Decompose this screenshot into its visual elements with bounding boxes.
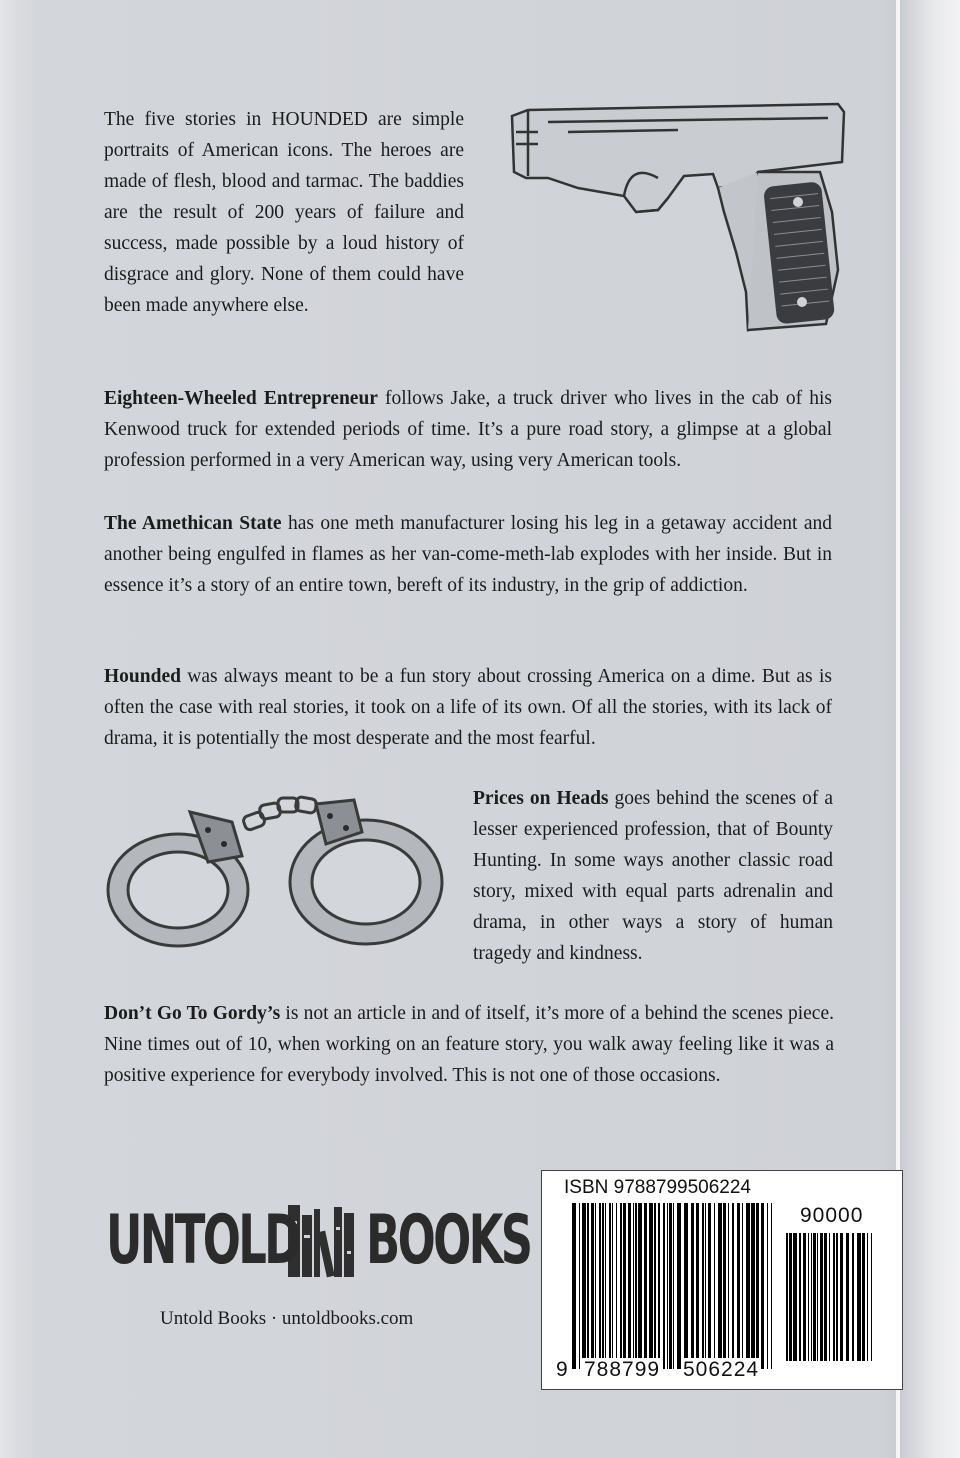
- barcode-bar: [702, 1203, 704, 1369]
- barcode-bar: [595, 1203, 596, 1369]
- barcode-bar: [714, 1203, 715, 1369]
- barcode-bar: [786, 1233, 788, 1361]
- isbn-label: ISBN 9788799506224: [564, 1177, 751, 1198]
- story-text: goes behind the scenes of a lesser experienced profession, that of Bounty Hunting. In some ways another classic road story, mixed with equal parts adrenalin and drama, in other ways a story of human tragedy and kindness.: [473, 788, 834, 964]
- barcode-bar: [628, 1203, 631, 1369]
- barcode-bar: [846, 1233, 849, 1361]
- logo-word-right: BOOKS: [366, 1201, 531, 1280]
- barcode-bar: [620, 1203, 622, 1369]
- barcode-bar: [623, 1203, 626, 1369]
- barcode-bar: [649, 1203, 653, 1369]
- barcode-bar: [808, 1233, 809, 1361]
- barcode-bar: [836, 1233, 838, 1361]
- barcode-bar: [663, 1203, 665, 1369]
- barcode-bar: [605, 1203, 606, 1369]
- intro-paragraph: The five stories in HOUNDED are simple portraits of American icons. The heroes are made of flesh, blood and tarmac. The baddies are the result of 200 years of failure and success, made possible by a loud history of disgrace and glory. None of them could have been made anywhere else.: [104, 109, 464, 316]
- barcode-bar: [803, 1233, 806, 1361]
- barcode-bar: [644, 1203, 647, 1369]
- barcode-digits-right: 506224: [683, 1358, 760, 1381]
- barcode-bar: [599, 1203, 601, 1369]
- isbn-barcode: [541, 1170, 903, 1390]
- barcode-bar: [667, 1203, 668, 1369]
- barcode-bar: [718, 1203, 722, 1369]
- barcode-bar: [857, 1233, 861, 1361]
- barcode-bar: [746, 1203, 750, 1369]
- story-text: has one meth manufacturer losing his leg in a getaway accident and another being engulfed in flames as her van-come-meth-lab explodes with her inside. But in essence it’s a story of an entire town, bereft of its industry, in the grip of addiction.: [104, 513, 832, 596]
- barcode-bar: [677, 1203, 681, 1369]
- barcode-bar: [609, 1203, 611, 1369]
- barcode-bar: [602, 1203, 604, 1369]
- barcode-digit-first: 9: [556, 1358, 568, 1381]
- barcode-bar: [658, 1203, 660, 1369]
- barcode-bar: [696, 1203, 699, 1369]
- barcode-bar: [654, 1203, 656, 1369]
- barcode-bar: [751, 1203, 755, 1369]
- barcode-bar: [793, 1233, 797, 1361]
- barcode-bar: [633, 1203, 634, 1369]
- barcode-bar: [737, 1203, 740, 1369]
- barcode-digits-left: 788799: [584, 1358, 661, 1381]
- barcode-bar: [728, 1203, 729, 1369]
- story-title: Hounded: [104, 666, 181, 687]
- logo-books-wrap: [366, 1201, 531, 1280]
- barcode-bar: [813, 1233, 816, 1361]
- story-title: The Amethican State: [104, 513, 282, 534]
- barcode-bar: [852, 1233, 854, 1361]
- publisher-footer: Untold Books · untoldbooks.com: [160, 1308, 414, 1329]
- story-text: was always meant to be a fun story about crossing America on a dime. But as is often the case with real stories, it took on a life of its own. Of all the stories, with its lack of drama, it is potentially the most desperate and the most fearful.: [104, 666, 832, 749]
- logo-word-left: UNTOLD: [106, 1201, 299, 1280]
- story-meth-paragraph: [104, 508, 832, 601]
- barcode-bar: [817, 1233, 818, 1361]
- barcode-bar: [820, 1233, 823, 1361]
- barcode-bar: [789, 1233, 792, 1361]
- story-text: follows Jake, a truck driver who lives in the cab of his Kenwood truck for extended periods of time. It’s a pure road story, a glimpse at a global profession performed in a very American way, using very American tools.: [104, 388, 832, 471]
- barcode-bar: [635, 1203, 637, 1369]
- barcode-bar: [691, 1203, 694, 1369]
- barcode-bar: [705, 1203, 706, 1369]
- barcode-bar: [840, 1233, 843, 1361]
- story-gordy-paragraph: [104, 998, 834, 1091]
- story-text: is not an article in and of itself, it’s more of a behind the scenes piece. Nine times out of 10, when working on an feature story, you walk away feeling like it was a positive experience for everybody involved. This is not one of those occasions.: [104, 1003, 834, 1086]
- barcode-bar: [579, 1203, 580, 1369]
- barcode-bar: [824, 1233, 827, 1361]
- barcode-bar: [829, 1233, 830, 1361]
- story-bounty-paragraph: [473, 783, 833, 969]
- barcode-bar: [723, 1203, 726, 1369]
- barcode-bar: [756, 1203, 759, 1369]
- barcode-bar: [732, 1203, 734, 1369]
- barcode-bar: [708, 1203, 711, 1369]
- barcode-bar: [612, 1203, 613, 1369]
- barcode-bar: [591, 1203, 594, 1369]
- barcode-addon-digits: 90000: [800, 1204, 864, 1227]
- barcode-bar: [673, 1203, 674, 1369]
- story-title: Don’t Go To Gordy’s: [104, 1003, 281, 1024]
- story-hounded-paragraph: [104, 661, 832, 754]
- barcode-bar: [582, 1203, 586, 1369]
- logo-untold-wrap: [106, 1201, 299, 1280]
- story-trucker-paragraph: [104, 383, 832, 476]
- barcode-bar: [811, 1233, 812, 1361]
- barcode-bar: [799, 1233, 801, 1361]
- barcode-bar: [767, 1203, 768, 1369]
- barcode-bar: [742, 1203, 743, 1369]
- barcode-bar: [669, 1203, 672, 1369]
- handcuffs-illustration: [104, 782, 456, 960]
- barcode-bar: [587, 1203, 589, 1369]
- barcode-bar: [871, 1233, 872, 1361]
- story-title: Eighteen-Wheeled Entrepreneur: [104, 388, 378, 409]
- barcode-bar: [616, 1203, 617, 1369]
- pistol-illustration: [508, 92, 848, 342]
- publisher-logo: [106, 1196, 531, 1286]
- barcode-bar: [771, 1203, 772, 1369]
- barcode-bar: [572, 1203, 576, 1369]
- barcode-bar: [867, 1233, 868, 1361]
- barcode-bar: [638, 1203, 642, 1369]
- barcode-bar: [761, 1203, 764, 1369]
- barcode-bar: [833, 1233, 835, 1361]
- story-title: Prices on Heads: [473, 788, 609, 809]
- barcode-bar: [862, 1233, 865, 1361]
- barcode-bar: [684, 1203, 688, 1369]
